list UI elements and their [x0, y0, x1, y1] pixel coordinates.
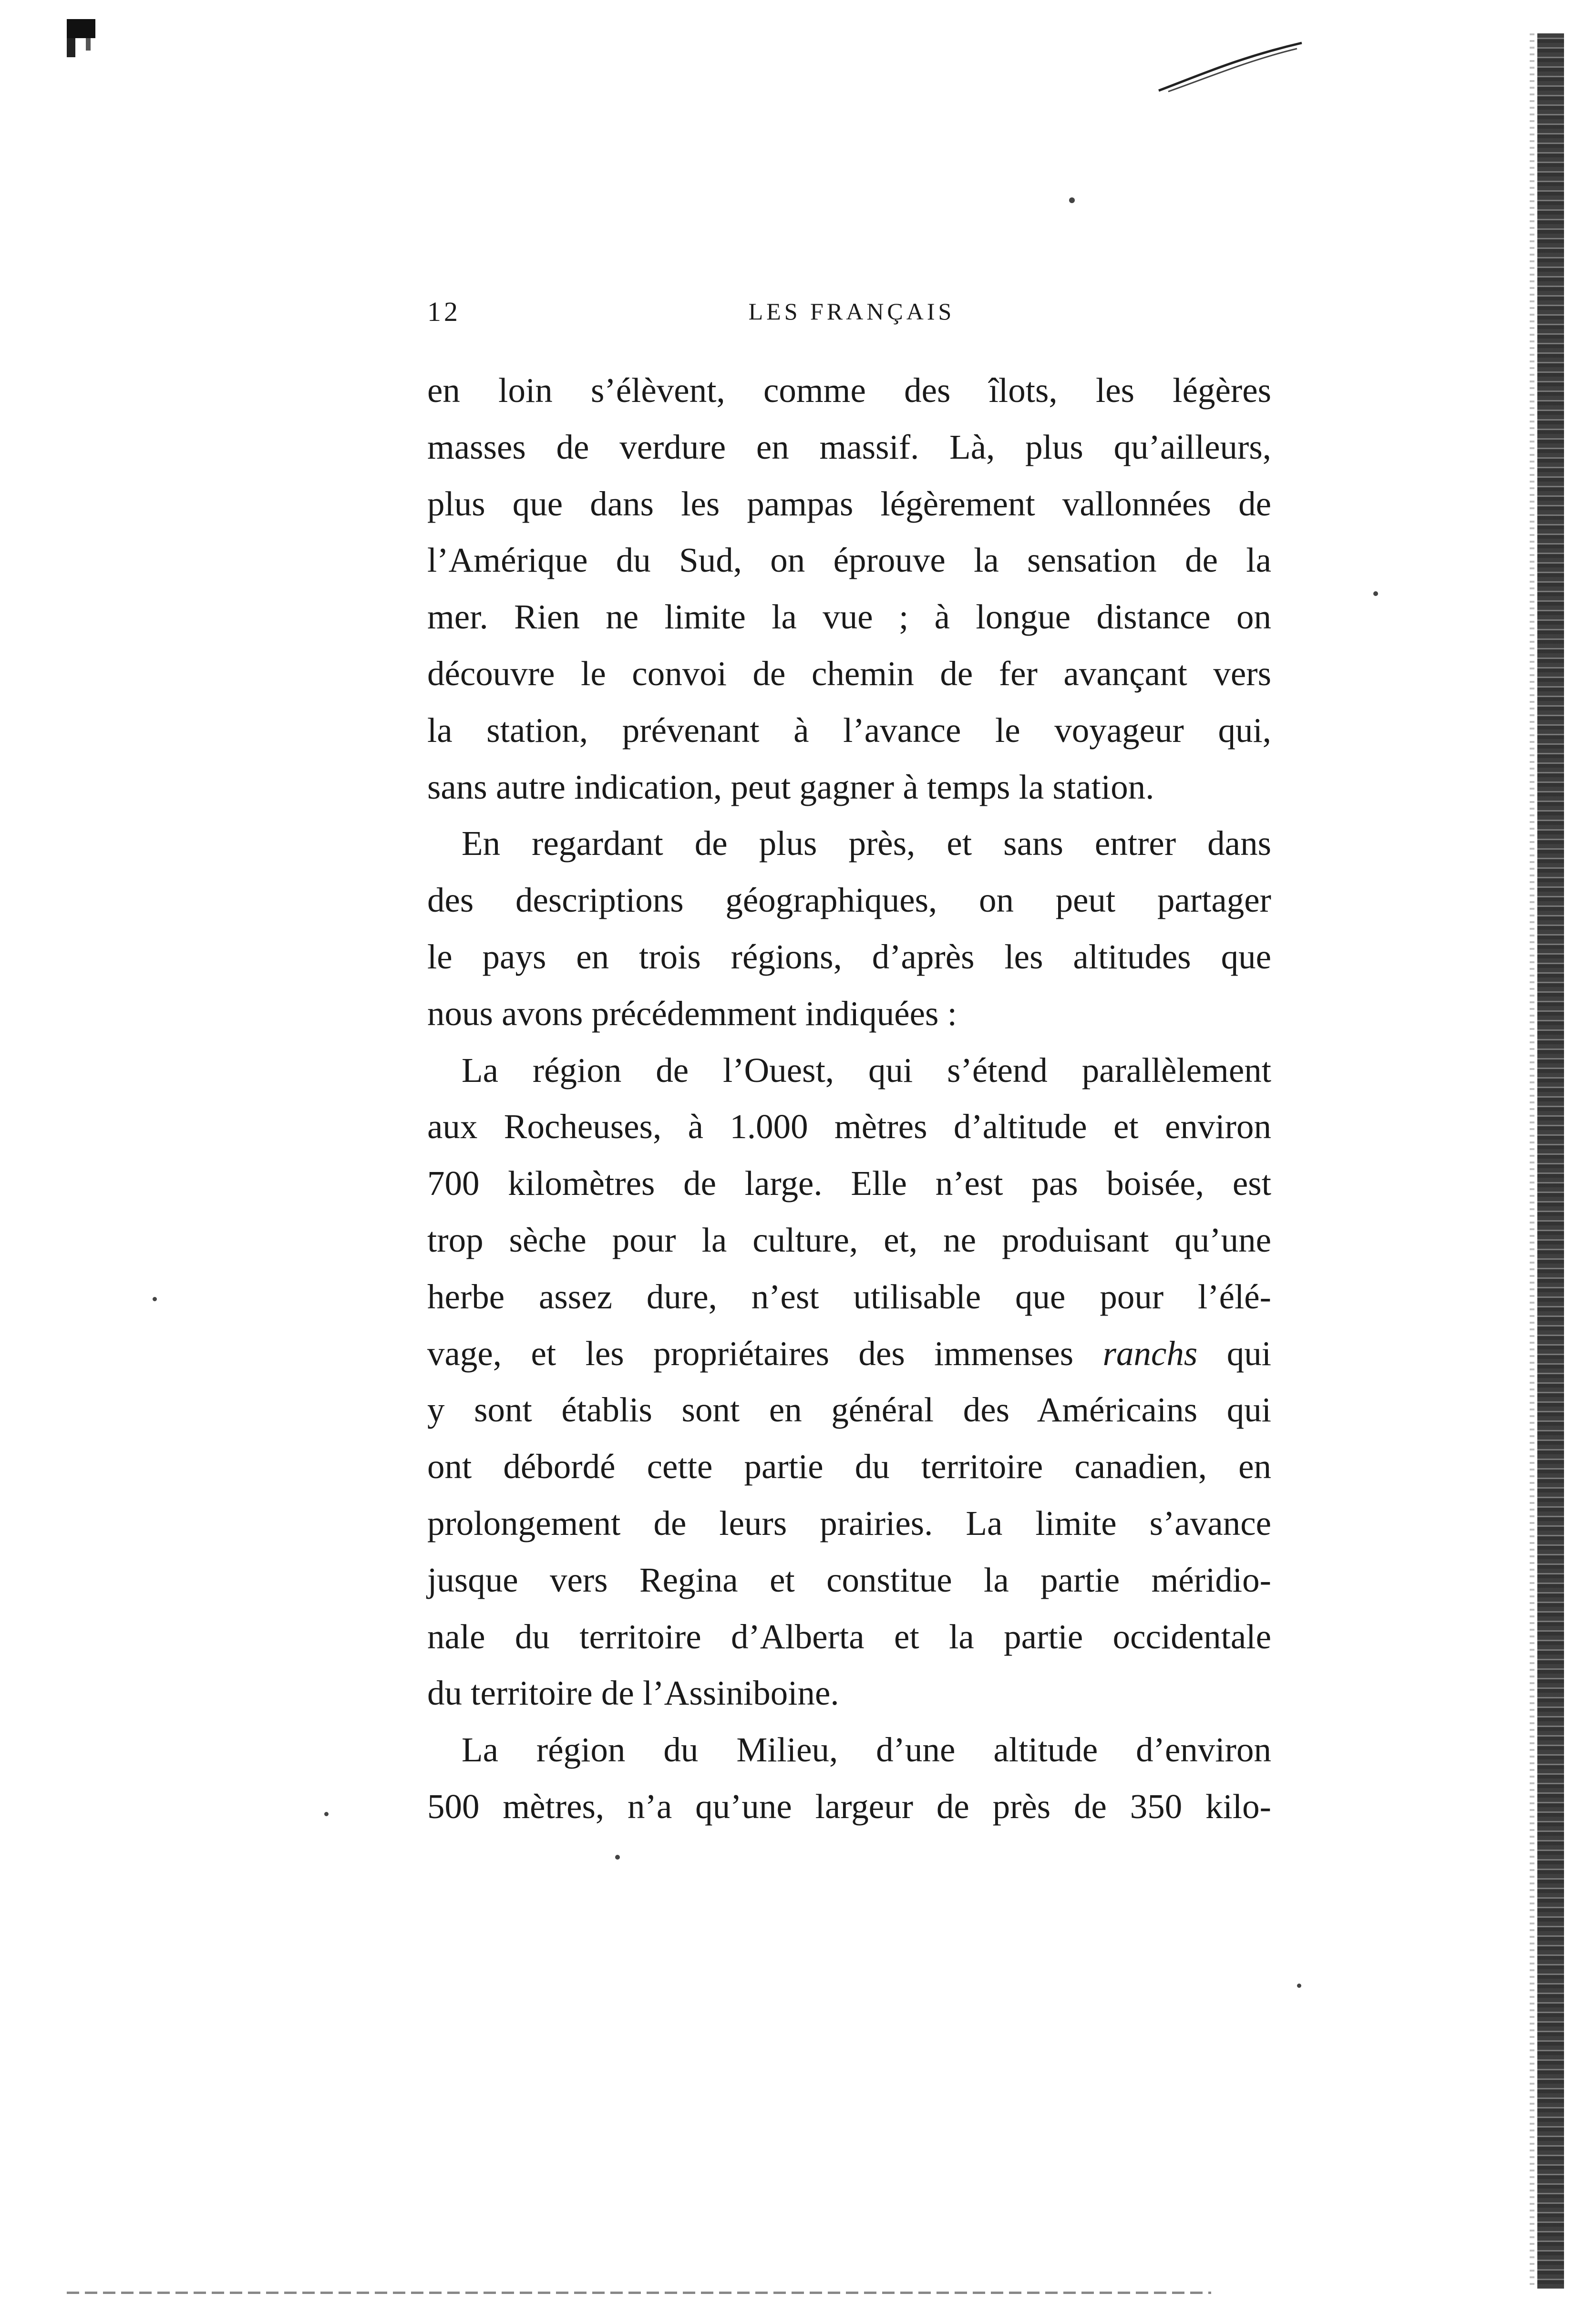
text-line: prolongement de leurs prairies. La limite s’avance	[427, 1503, 1271, 1542]
text-line: y sont établis sont en général des Américains qui	[427, 1390, 1271, 1429]
text-line: le pays en trois régions, d’après les altitudes que	[427, 937, 1271, 976]
text-line: mer. Rien ne limite la vue ; à longue distance on	[427, 597, 1271, 637]
paragraph	[427, 815, 1271, 1042]
speck	[1373, 591, 1378, 596]
page-edge-shadow	[1537, 33, 1564, 2289]
paragraph	[427, 1722, 1271, 1835]
page-number: 12	[427, 296, 461, 327]
text-line: nale du territoire d’Alberta et la partie occidentale	[427, 1617, 1271, 1656]
text-line: herbe assez dure, n’est utilisable que pour l’élé-	[427, 1277, 1271, 1316]
text-line: nous avons précédemment indiquées :	[427, 994, 957, 1033]
speck	[1297, 1984, 1301, 1988]
italic-word: ranchs	[1102, 1334, 1198, 1373]
speck	[1069, 197, 1075, 203]
paragraph	[427, 1042, 1271, 1722]
text-line: aux Rocheuses, à 1.000 mètres d’altitude et environ	[427, 1107, 1271, 1146]
paragraph	[427, 362, 1271, 815]
text-line: plus que dans les pampas légèrement vallonnées de	[427, 484, 1271, 523]
text-line: La région du Milieu, d’une altitude d’environ	[462, 1730, 1271, 1769]
text-line: la station, prévenant à l’avance le voyageur qui,	[427, 710, 1271, 750]
text-line: La région de l’Ouest, qui s’étend parallèlement	[462, 1050, 1271, 1090]
page-header	[427, 296, 1276, 334]
text-line: des descriptions géographiques, on peut partager	[427, 881, 1271, 920]
speck	[153, 1297, 157, 1301]
text-line: 500 mètres, n’a qu’une largeur de près de 350 kilo-	[427, 1787, 1271, 1826]
corner-scan-mark	[67, 19, 105, 57]
text-line: masses de verdure en massif. Là, plus qu’ailleurs,	[427, 427, 1271, 466]
text-line: du territoire de l’Assiniboine.	[427, 1674, 839, 1713]
text-line: ont débordé cette partie du territoire canadien, en	[427, 1447, 1271, 1486]
body-text	[427, 362, 1271, 1835]
text-line: en loin s’élèvent, comme des îlots, les légères	[427, 371, 1271, 410]
text-line: jusque vers Regina et constitue la partie méridio-	[427, 1560, 1271, 1599]
speck	[324, 1812, 329, 1816]
text-line-with-italic	[427, 1326, 1271, 1382]
text-line: trop sèche pour la culture, et, ne produisant qu’une	[427, 1220, 1271, 1259]
running-head: LES FRANÇAIS	[748, 298, 955, 325]
text-line: sans autre indication, peut gagner à temps la station.	[427, 767, 1154, 806]
page-edge-inner	[1530, 33, 1534, 2289]
text-span: qui	[1197, 1334, 1271, 1373]
text-line: découvre le convoi de chemin de fer avançant vers	[427, 654, 1271, 693]
text-span: vage, et les propriétaires des immenses	[427, 1334, 1074, 1373]
text-line: 700 kilomètres de large. Elle n’est pas boisée, est	[427, 1164, 1271, 1203]
pen-stroke-mark	[1154, 38, 1307, 95]
speck	[615, 1855, 620, 1860]
text-line: En regardant de plus près, et sans entrer dans	[462, 824, 1271, 863]
bottom-scan-line	[67, 2292, 1211, 2294]
text-line: l’Amérique du Sud, on éprouve la sensation de la	[427, 541, 1271, 580]
